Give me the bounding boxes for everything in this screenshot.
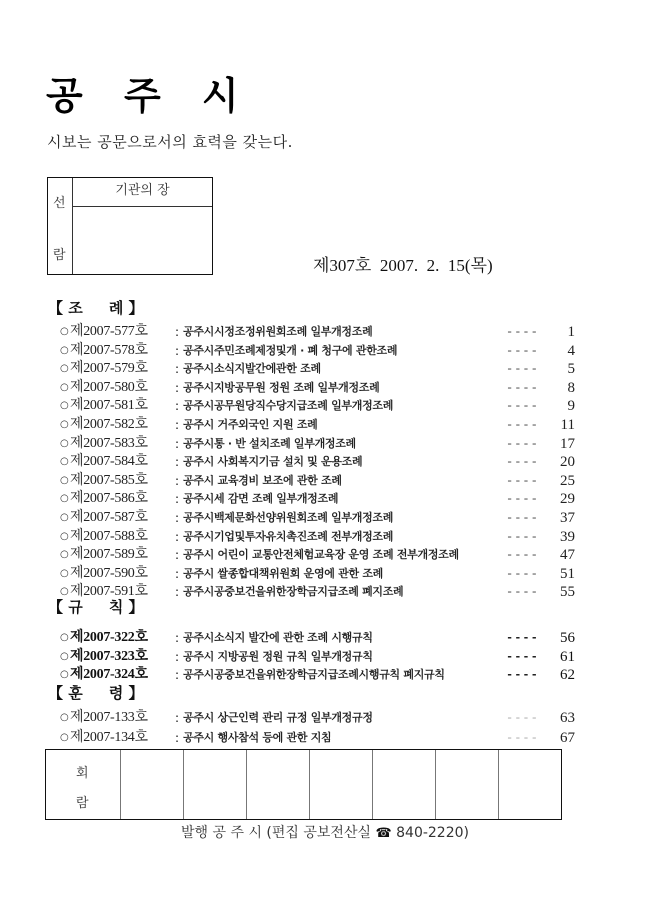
item-number: 제2007-581호 <box>70 398 148 414</box>
item-number: 제2007-583호 <box>70 435 148 451</box>
item-title: 공주시백제문화선양위원회조례 일부개정조례 <box>183 511 394 524</box>
phone-icon: ☎ <box>375 826 392 841</box>
bullet-icon: ○ <box>60 326 69 337</box>
list-item <box>60 509 575 527</box>
leader-dashes: ---- <box>506 548 539 563</box>
bullet-icon: ○ <box>60 381 69 393</box>
item-title: 공주시주민조례제정및개 · 폐 청구에 관한조례 <box>183 343 398 357</box>
leader-dashes: ---- <box>506 529 539 544</box>
leader-dashes: ---- <box>506 473 539 488</box>
item-page: 25 <box>560 472 575 489</box>
seonram-side-label <box>48 178 73 274</box>
list-item <box>60 416 575 434</box>
item-colon: : <box>175 473 180 488</box>
hoeram-signature-cell <box>373 750 436 819</box>
issue-info <box>313 256 493 276</box>
item-number: 제2007-586호 <box>70 491 148 507</box>
item-title: 공주시세 감면 조례 일부개정조례 <box>183 492 339 506</box>
list-item <box>60 729 575 747</box>
item-title: 공주시공중보건을위한장학금지급조례시행규칙 폐지규칙 <box>183 668 445 681</box>
item-page: 67 <box>560 730 575 746</box>
issue-number: 제307호 <box>313 256 372 275</box>
item-title: 공주시기업및투자유치촉진조례 전부개정조례 <box>183 529 394 543</box>
hoeram-signature-cell <box>310 750 373 819</box>
item-number: 제2007-577호 <box>70 324 148 339</box>
item-colon: : <box>175 585 180 600</box>
bullet-icon: ○ <box>60 669 69 680</box>
leader-dashes: ---- <box>506 399 539 414</box>
item-page: 37 <box>560 510 575 526</box>
hoeram-label-cell <box>46 750 121 819</box>
item-colon: : <box>175 631 180 645</box>
item-colon: : <box>175 731 180 745</box>
bullet-icon: ○ <box>60 419 69 430</box>
list-item <box>60 379 575 397</box>
leader-dashes: ---- <box>506 631 539 645</box>
item-colon: : <box>175 492 180 507</box>
item-page: 61 <box>560 648 575 665</box>
item-page: 62 <box>560 667 575 683</box>
item-number: 제2007-322호 <box>70 630 148 645</box>
item-number: 제2007-590호 <box>70 565 148 581</box>
item-title: 공주시 교육경비 보조에 관한 조례 <box>183 473 342 487</box>
item-number: 제2007-580호 <box>70 379 148 395</box>
hoeram-label-bottom: 람 <box>76 796 89 811</box>
hoeram-box <box>45 749 562 820</box>
item-title: 공주시 거주외국인 지원 조례 <box>183 418 318 431</box>
bullet-icon: ○ <box>60 437 69 449</box>
item-number: 제2007-588호 <box>70 528 148 544</box>
list-item <box>60 472 575 490</box>
bullet-icon: ○ <box>60 456 69 468</box>
hoeram-signature-cell <box>436 750 499 819</box>
hoeram-label-top: 회 <box>76 766 89 781</box>
item-colon: : <box>175 548 180 563</box>
item-number: 제2007-133호 <box>70 710 148 725</box>
bullet-icon: ○ <box>60 549 69 561</box>
item-page: 4 <box>567 342 575 359</box>
leader-dashes: ---- <box>506 380 539 395</box>
item-colon: : <box>175 418 180 432</box>
list-item <box>60 648 575 666</box>
hoeram-signature-cell <box>184 750 247 819</box>
item-colon: : <box>175 325 180 339</box>
item-number: 제2007-585호 <box>70 472 148 488</box>
item-page: 55 <box>560 584 575 601</box>
item-page: 20 <box>560 454 575 471</box>
bullet-icon: ○ <box>60 567 69 579</box>
bullet-icon: ○ <box>60 493 69 505</box>
leader-dashes: ---- <box>506 585 539 600</box>
item-title: 공주시공중보건을위한장학금지급조례 폐지조례 <box>183 585 404 599</box>
item-page: 51 <box>560 565 575 582</box>
list-item <box>60 397 575 415</box>
item-page: 63 <box>560 710 575 726</box>
item-title: 공주시 쌀종합대책위원회 운영에 관한 조례 <box>183 566 383 580</box>
item-number: 제2007-324호 <box>70 667 148 682</box>
item-colon: : <box>175 511 180 525</box>
leader-dashes: ---- <box>506 566 539 581</box>
seonram-box <box>47 177 213 275</box>
hoeram-signature-cell <box>499 750 561 819</box>
list-item <box>60 629 575 647</box>
leader-dashes: ---- <box>506 325 539 339</box>
item-colon: : <box>175 362 180 377</box>
seonram-label-top: 선 <box>53 196 66 211</box>
leader-dashes: ---- <box>506 649 539 664</box>
footer <box>0 824 650 843</box>
list-item <box>60 323 575 341</box>
item-page: 1 <box>567 324 575 340</box>
bullet-icon: ○ <box>60 363 69 375</box>
leader-dashes: ---- <box>506 492 539 507</box>
bullet-icon: ○ <box>60 344 69 356</box>
item-number: 제2007-584호 <box>70 454 148 470</box>
item-colon: : <box>175 343 180 358</box>
section-heading-directives: 【 훈 령 】 <box>48 684 144 702</box>
list-item <box>60 435 575 453</box>
hoeram-signature-cell <box>121 750 184 819</box>
item-number: 제2007-134호 <box>70 730 148 745</box>
list-item <box>60 360 575 378</box>
item-colon: : <box>175 566 180 581</box>
list-item <box>60 709 575 727</box>
leader-dashes: ---- <box>506 731 539 745</box>
footer-text: 발행 공 주 시 (편집 공보전산실 <box>181 825 372 841</box>
item-number: 제2007-323호 <box>70 648 148 664</box>
item-colon: : <box>175 711 180 725</box>
item-page: 39 <box>560 528 575 545</box>
hoeram-signature-cell <box>247 750 310 819</box>
item-title: 공주시 사회복지기금 설치 및 운용조례 <box>183 455 363 469</box>
list-item <box>60 342 575 360</box>
bullet-icon: ○ <box>60 586 69 598</box>
item-colon: : <box>175 649 180 664</box>
item-title: 공주시 상근인력 관리 규정 일부개정규정 <box>183 711 373 724</box>
bullet-icon: ○ <box>60 732 69 743</box>
item-colon: : <box>175 436 180 451</box>
item-number: 제2007-587호 <box>70 510 148 525</box>
bullet-icon: ○ <box>60 712 69 723</box>
leader-dashes: ---- <box>506 455 539 470</box>
page-title: 공 주 시 <box>46 73 253 118</box>
item-title: 공주시공무원당직수당지급조례 일부개정조례 <box>183 399 394 413</box>
item-title: 공주시 어린이 교통안전체험교육장 운영 조례 전부개정조례 <box>183 548 459 562</box>
section-heading-ordinances: 【 조 례 】 <box>48 299 144 317</box>
item-colon: : <box>175 668 180 682</box>
seonram-head: 기관의 장 <box>73 178 212 207</box>
bullet-icon: ○ <box>60 530 69 542</box>
seonram-label-bottom: 람 <box>53 248 66 263</box>
list-item <box>60 528 575 546</box>
item-page: 17 <box>560 435 575 452</box>
item-number: 제2007-578호 <box>70 342 148 358</box>
item-colon: : <box>175 529 180 544</box>
leader-dashes: ---- <box>506 362 539 377</box>
subtitle: 시보는 공문으로서의 효력을 갖는다. <box>47 133 293 151</box>
item-title: 공주시소식지발간에관한 조례 <box>183 362 321 376</box>
list-item <box>60 490 575 508</box>
item-number: 제2007-579호 <box>70 361 148 377</box>
leader-dashes: ---- <box>506 511 539 525</box>
item-page: 5 <box>567 361 575 378</box>
leader-dashes: ---- <box>506 711 539 725</box>
item-page: 11 <box>560 417 575 433</box>
item-page: 47 <box>560 547 575 564</box>
item-title: 공주시소식지 발간에 관한 조례 시행규칙 <box>183 631 373 644</box>
section-heading-rules: 【 규 칙 】 <box>48 598 144 616</box>
bullet-icon: ○ <box>60 474 69 486</box>
item-number: 제2007-582호 <box>70 417 148 432</box>
list-item <box>60 666 575 684</box>
item-title: 공주시지방공무원 정원 조례 일부개정조례 <box>183 380 380 394</box>
leader-dashes: ---- <box>506 668 539 682</box>
item-page: 8 <box>567 379 575 396</box>
bullet-icon: ○ <box>60 400 69 412</box>
list-item <box>60 546 575 564</box>
item-colon: : <box>175 455 180 470</box>
item-number: 제2007-591호 <box>70 584 148 600</box>
item-number: 제2007-589호 <box>70 547 148 563</box>
item-title: 공주시통 · 반 설치조례 일부개정조례 <box>183 436 356 450</box>
leader-dashes: ---- <box>506 418 539 432</box>
item-title: 공주시 행사참석 등에 관한 지침 <box>183 731 332 744</box>
item-colon: : <box>175 399 180 414</box>
item-page: 9 <box>567 398 575 415</box>
item-page: 29 <box>560 491 575 508</box>
item-title: 공주시 지방공원 정원 규칙 일부개정규칙 <box>183 649 373 663</box>
list-item <box>60 565 575 583</box>
item-colon: : <box>175 380 180 395</box>
item-page: 56 <box>560 630 575 646</box>
list-item <box>60 453 575 471</box>
bullet-icon: ○ <box>60 650 69 662</box>
issue-date: 2007. 2. 15(목) <box>379 256 493 275</box>
leader-dashes: ---- <box>506 436 539 451</box>
item-title: 공주시시정조정위원회조례 일부개정조례 <box>183 325 373 338</box>
bullet-icon: ○ <box>60 632 69 643</box>
bullet-icon: ○ <box>60 512 69 523</box>
leader-dashes: ---- <box>506 343 539 358</box>
footer-phone: 840-2220) <box>396 825 469 841</box>
